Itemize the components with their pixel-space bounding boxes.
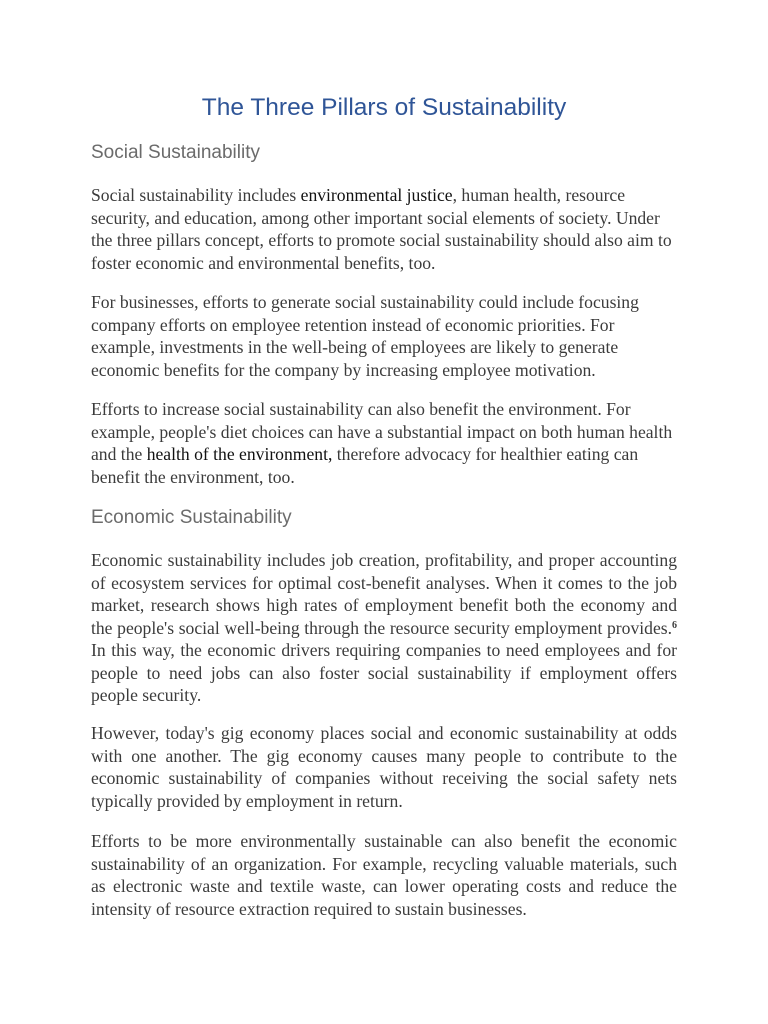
- economic-paragraph-3: Efforts to be more environmentally sustainable can also benefit the economic sustainability of an organization. For example, recycling valuable materials, such as electronic waste and textile waste, can lower operating costs and reduce the intensity of resource extraction required to sustain businesses.: [91, 831, 677, 919]
- text-run: Efforts to increase social sustainability can also benefit the environment. For example, people's diet choices can have a substantial impact on both human health and the: [91, 399, 673, 464]
- text-run: Economic sustainability includes job creation, profitability, and proper accounting of ecosystem services for optimal cost-benefit analyses. When it comes to the job market, research shows high rates of employment benefit both the economy and the people's social well-being through the resource security employment provides.: [91, 550, 677, 638]
- health-of-environment-link[interactable]: health of the environment,: [146, 444, 333, 464]
- document-title: The Three Pillars of Sustainability: [201, 94, 567, 121]
- economic-paragraph-2: However, today's gig economy places social and economic sustainability at odds with one another. The gig economy causes many people to contribute to the economic sustainability of companies without receiving the social safety nets typically provided by employment in return.: [91, 723, 677, 811]
- text-run: , human health, resource security, and education, among other important social elements of society. Under the three pillars concept, efforts to promote social sustainability should also aim to foster economic and environmental benefits, too.: [91, 185, 672, 273]
- text-run: Social sustainability includes: [91, 185, 301, 205]
- text-run: therefore advocacy for healthier eating can benefit the environment, too.: [91, 444, 639, 487]
- social-paragraph-2: For businesses, efforts to generate social sustainability could include focusing company efforts on employee retention instead of economic priorities. For example, investments in the well-being of employees are likely to generate economic benefits for the company by increasing employee motivation.: [91, 292, 639, 380]
- text-run: In this way, the economic drivers requiring companies to need employees and for people to need jobs can also foster social sustainability if employment offers people security.: [91, 640, 677, 705]
- section-heading-social: Social Sustainability: [91, 142, 260, 163]
- footnote-marker[interactable]: 6: [672, 619, 677, 631]
- section-heading-economic: Economic Sustainability: [91, 507, 292, 528]
- social-paragraph-3: [91, 398, 677, 488]
- environmental-justice-link[interactable]: environmental justice: [300, 185, 453, 205]
- economic-paragraph-1: [91, 549, 677, 707]
- social-paragraph-1: [91, 184, 677, 274]
